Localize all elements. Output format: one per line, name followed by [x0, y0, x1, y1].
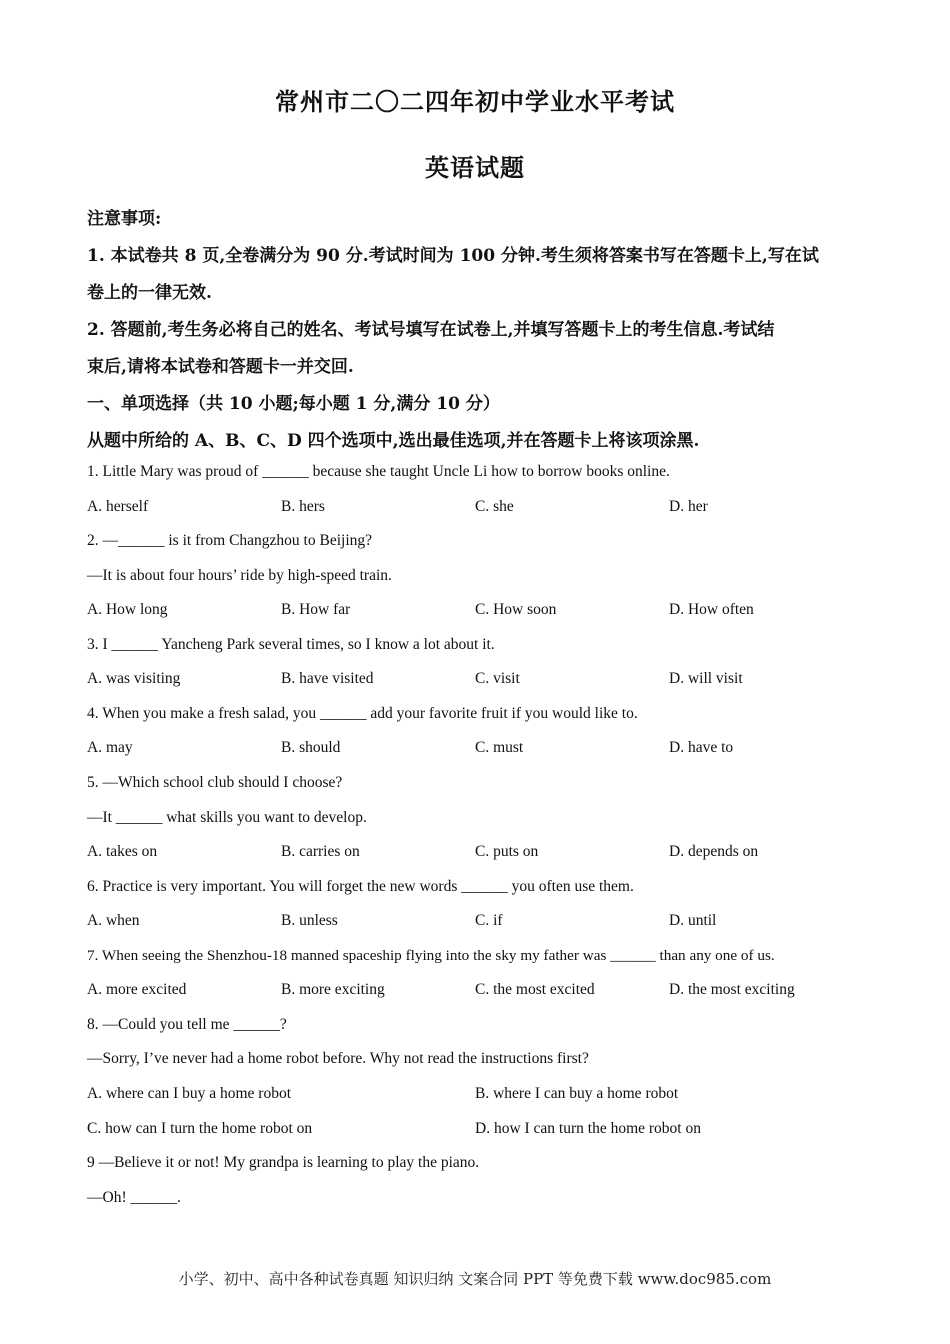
- question-2-response: —It is about four hours’ ride by high-speed train.: [87, 567, 392, 584]
- question-7-option-c: C. the most excited: [475, 981, 595, 998]
- question-7-option-a: A. more excited: [87, 981, 187, 998]
- question-9-stem: 9 —Believe it or not! My grandpa is learning to play the piano.: [87, 1154, 480, 1171]
- question-5-option-d: D. depends on: [669, 843, 759, 860]
- question-1-option-d: D. her: [669, 498, 708, 515]
- question-7-option-d: D. the most exciting: [669, 981, 795, 998]
- page-subtitle: 英语试题: [425, 153, 525, 182]
- question-5-option-c: C. puts on: [475, 843, 539, 860]
- question-4-option-a: A. may: [87, 739, 133, 756]
- question-8-option-d: D. how I can turn the home robot on: [475, 1120, 701, 1137]
- question-2-option-c: C. How soon: [475, 601, 557, 618]
- question-2-option-b: B. How far: [281, 601, 351, 618]
- question-3-option-c: C. visit: [475, 670, 520, 687]
- question-1-option-b: B. hers: [281, 498, 325, 515]
- question-6-stem: 6. Practice is very important. You will forget the new words ______ you often use them.: [87, 878, 634, 895]
- section-heading: 一、单项选择（共 10 小题;每小题 1 分,满分 10 分）: [87, 394, 500, 414]
- notice-item-1: 1. 本试卷共 8 页,全卷满分为 90 分.考试时间为 100 分钟.考生须将答案书写在答题卡上,写在试: [87, 246, 819, 266]
- question-3-option-a: A. was visiting: [87, 670, 181, 687]
- question-5-response: —It ______ what skills you want to develop.: [87, 809, 367, 826]
- question-8-option-a: A. where can I buy a home robot: [87, 1085, 292, 1102]
- question-2-option-a: A. How long: [87, 601, 168, 618]
- question-4-stem: 4. When you make a fresh salad, you ______ add your favorite fruit if you would like to.: [87, 705, 638, 722]
- section-instruction: 从题中所给的 A、B、C、D 四个选项中,选出最佳选项,并在答题卡上将该项涂黑.: [87, 431, 700, 451]
- question-4-option-b: B. should: [281, 739, 341, 756]
- question-5-option-b: B. carries on: [281, 843, 360, 860]
- question-3-option-b: B. have visited: [281, 670, 374, 687]
- question-1-stem: 1. Little Mary was proud of ______ because she taught Uncle Li how to borrow books online.: [87, 463, 670, 480]
- question-6-option-c: C. if: [475, 912, 503, 929]
- notice-item-1-cont: 卷上的一律无效.: [87, 283, 212, 303]
- question-5-stem: 5. —Which school club should I choose?: [87, 774, 343, 791]
- question-8-response: —Sorry, I’ve never had a home robot before. Why not read the instructions first?: [87, 1050, 589, 1067]
- question-8-option-c: C. how can I turn the home robot on: [87, 1120, 313, 1137]
- question-8-stem: 8. —Could you tell me ______?: [87, 1016, 287, 1033]
- question-1-option-a: A. herself: [87, 498, 149, 515]
- question-2-option-d: D. How often: [669, 601, 754, 618]
- question-5-option-a: A. takes on: [87, 843, 158, 860]
- notice-item-2: 2. 答题前,考生务必将自己的姓名、考试号填写在试卷上,并填写答题卡上的考生信息.考试结: [87, 320, 775, 340]
- question-7-stem: 7. When seeing the Shenzhou-18 manned spaceship flying into the sky my father was ______ than any one of us.: [87, 947, 775, 964]
- question-9-response: —Oh! ______.: [87, 1189, 181, 1206]
- notice-item-2-cont: 束后,请将本试卷和答题卡一并交回.: [87, 357, 354, 377]
- question-6-option-d: D. until: [669, 912, 717, 929]
- question-3-option-d: D. will visit: [669, 670, 743, 687]
- question-1-option-c: C. she: [475, 498, 514, 515]
- question-2-stem: 2. —______ is it from Changzhou to Beijing?: [87, 532, 373, 549]
- question-4-option-c: C. must: [475, 739, 524, 756]
- question-7-option-b: B. more exciting: [281, 981, 385, 998]
- question-6-option-a: A. when: [87, 912, 140, 929]
- page-footer: 小学、初中、高中各种试卷真题 知识归纳 文案合同 PPT 等免费下载 www.doc985.com: [178, 1270, 772, 1288]
- question-8-option-b: B. where I can buy a home robot: [475, 1085, 679, 1102]
- page-title: 常州市二〇二四年初中学业水平考试: [275, 87, 675, 116]
- question-4-option-d: D. have to: [669, 739, 734, 756]
- question-6-option-b: B. unless: [281, 912, 338, 929]
- notice-heading: 注意事项:: [87, 209, 162, 229]
- question-3-stem: 3. I ______ Yancheng Park several times, so I know a lot about it.: [87, 636, 495, 653]
